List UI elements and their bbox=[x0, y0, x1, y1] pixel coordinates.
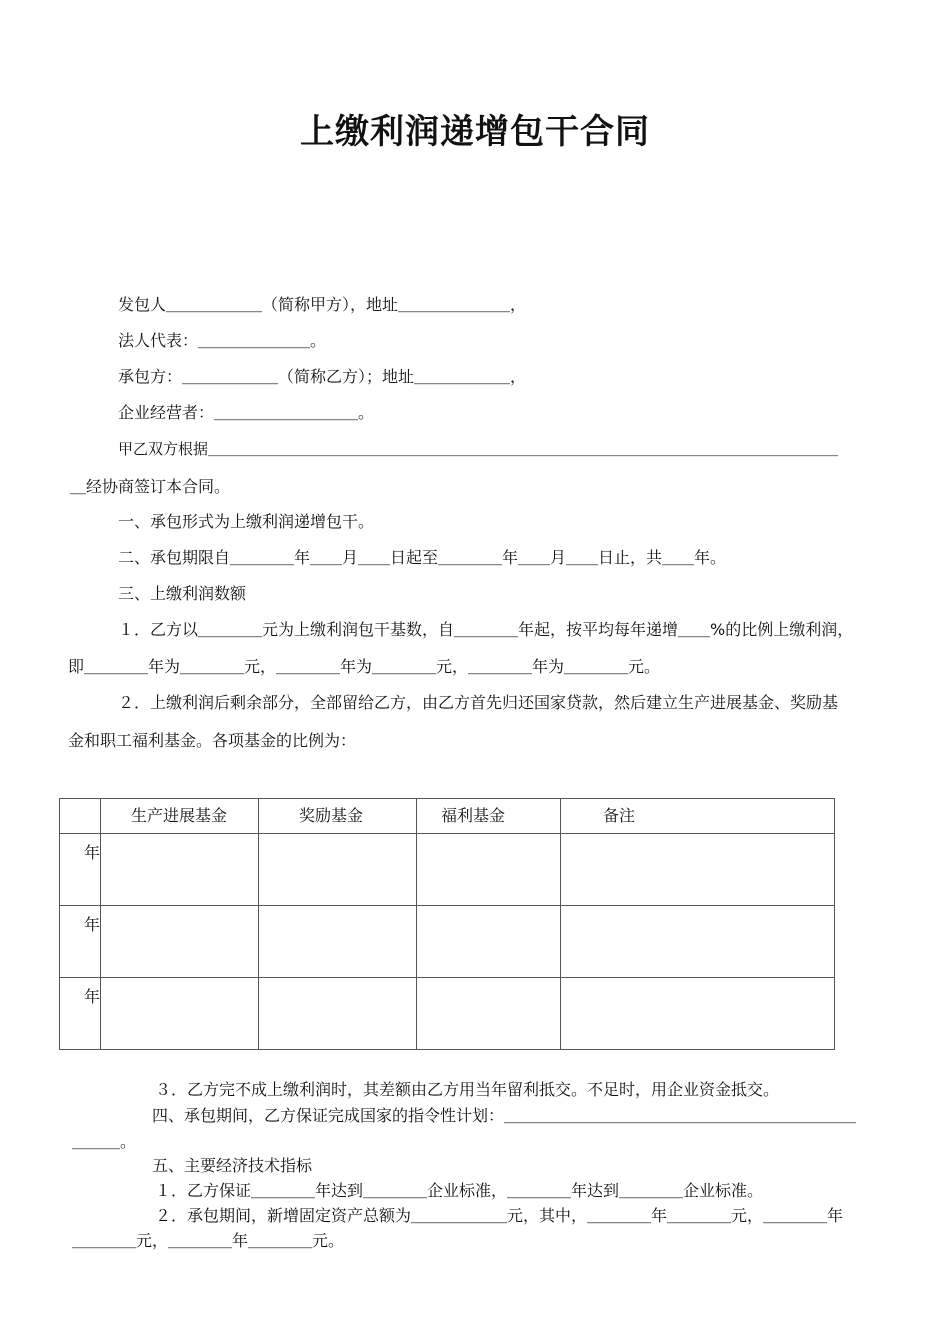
party-a-line: 发包人＿＿＿＿＿＿（简称甲方），地址＿＿＿＿＿＿＿， bbox=[118, 295, 527, 314]
header-production-fund: 生产进展基金 bbox=[131, 806, 228, 825]
table-row bbox=[60, 834, 835, 906]
table-header-cell bbox=[101, 799, 259, 834]
table-cell bbox=[60, 978, 101, 1050]
table-cell bbox=[101, 978, 259, 1050]
section-3-heading: 三、上缴利润数额 bbox=[118, 584, 247, 603]
table-row bbox=[60, 978, 835, 1050]
section-5-item-2b: ＿＿＿＿元，＿＿＿＿年＿＿＿＿元。 bbox=[72, 1231, 345, 1250]
table-cell bbox=[561, 978, 835, 1050]
header-remarks: 备注 bbox=[603, 806, 636, 825]
table-cell bbox=[60, 906, 101, 978]
table-header-cell bbox=[60, 799, 101, 834]
header-reward-fund: 奖励基金 bbox=[299, 806, 364, 825]
section-3-item-1a: １．乙方以＿＿＿＿元为上缴利润包干基数，自＿＿＿＿年起，按平均每年递增＿＿%的比例上缴利润， bbox=[118, 620, 854, 639]
section-5-item-1: １．乙方保证＿＿＿＿年达到＿＿＿＿企业标准，＿＿＿＿年达到＿＿＿＿企业标准。 bbox=[155, 1181, 764, 1200]
party-b-line: 承包方：＿＿＿＿＿＿（简称乙方）；地址＿＿＿＿＿＿， bbox=[118, 367, 527, 386]
section-1: 一、承包形式为上缴利润递增包干。 bbox=[118, 512, 375, 531]
header-welfare-fund: 福利基金 bbox=[441, 806, 506, 825]
table-cell bbox=[417, 906, 561, 978]
section-4b: ＿＿＿。 bbox=[72, 1132, 137, 1151]
fund-ratio-table bbox=[59, 798, 835, 1050]
table-header-cell bbox=[561, 799, 835, 834]
section-3-item-3: ３．乙方完不成上缴利润时，其差额由乙方用当年留利抵交。不足时，用企业资金抵交。 bbox=[155, 1080, 780, 1099]
table-cell bbox=[259, 978, 417, 1050]
year-label: 年 bbox=[84, 843, 101, 862]
table-header-cell bbox=[417, 799, 561, 834]
year-label: 年 bbox=[84, 915, 101, 934]
table-cell bbox=[259, 834, 417, 906]
table-header-row bbox=[60, 799, 835, 834]
table-cell bbox=[561, 906, 835, 978]
section-3-item-2b: 金和职工福利基金。各项基金的比例为： bbox=[68, 731, 357, 750]
section-3-item-1b: 即＿＿＿＿年为＿＿＿＿元，＿＿＿＿年为＿＿＿＿元，＿＿＿＿年为＿＿＿＿元。 bbox=[68, 657, 661, 676]
section-5-heading: 五、主要经济技术指标 bbox=[152, 1156, 313, 1175]
legal-rep-line: 法人代表：＿＿＿＿＿＿＿。 bbox=[118, 331, 327, 350]
table-cell bbox=[101, 834, 259, 906]
year-label: 年 bbox=[84, 987, 101, 1006]
section-3-item-2a: ２．上缴利润后剩余部分，全部留给乙方，由乙方首先归还国家贷款，然后建立生产进展基金、奖励基 bbox=[118, 693, 839, 712]
table-cell bbox=[561, 834, 835, 906]
table-header-cell bbox=[259, 799, 417, 834]
table-cell bbox=[417, 978, 561, 1050]
document-title: 上缴利润递增包干合同 bbox=[300, 112, 650, 152]
operator-line: 企业经营者：＿＿＿＿＿＿＿＿＿。 bbox=[118, 403, 375, 422]
basis-line-1: 甲乙双方根据＿＿＿＿＿＿＿＿＿＿＿＿＿＿＿＿＿＿＿＿＿＿＿＿＿＿＿＿＿＿＿＿＿＿＿＿＿＿＿＿＿＿ bbox=[118, 440, 839, 458]
basis-line-2: ＿经协商签订本合同。 bbox=[70, 477, 231, 496]
table-cell bbox=[101, 906, 259, 978]
table-cell bbox=[60, 834, 101, 906]
table-row bbox=[60, 906, 835, 978]
table-cell bbox=[417, 834, 561, 906]
section-5-item-2a: ２．承包期间，新增固定资产总额为＿＿＿＿＿＿元，其中，＿＿＿＿年＿＿＿＿元，＿＿＿＿年 bbox=[155, 1206, 844, 1225]
section-4a: 四、承包期间，乙方保证完成国家的指令性计划：＿＿＿＿＿＿＿＿＿＿＿＿＿＿＿＿＿＿＿＿＿＿ bbox=[152, 1106, 857, 1125]
section-2: 二、承包期限自＿＿＿＿年＿＿月＿＿日起至＿＿＿＿年＿＿月＿＿日止，共＿＿年。 bbox=[118, 548, 727, 567]
table-cell bbox=[259, 906, 417, 978]
